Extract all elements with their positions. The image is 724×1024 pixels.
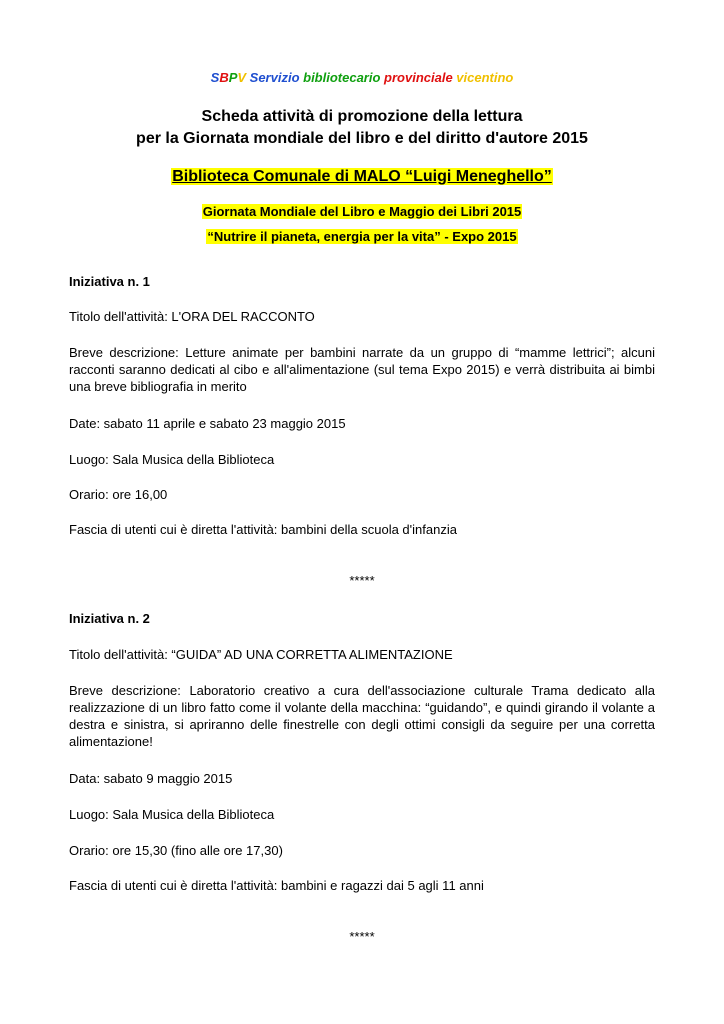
brand-word-provinciale: provinciale <box>380 70 453 85</box>
page-title <box>0 106 724 150</box>
initiative-1-heading: Iniziativa n. 1 <box>69 274 150 289</box>
initiative-2-audience: Fascia di utenti cui è diretta l'attività: bambini e ragazzi dai 5 agli 11 anni <box>69 878 484 893</box>
brand-letter-b: B <box>219 70 229 85</box>
event-subtitle-text: Giornata Mondiale del Libro e Maggio dei Libri 2015 <box>202 204 522 219</box>
theme-subtitle-text: “Nutrire il pianeta, energia per la vita” - Expo 2015 <box>207 229 517 244</box>
library-name <box>0 168 724 186</box>
initiative-2-time: Orario: ore 15,30 (fino alle ore 17,30) <box>69 843 283 858</box>
initiative-1-audience: Fascia di utenti cui è diretta l'attività: bambini della scuola d'infanzia <box>69 522 457 537</box>
brand-letter-p: P <box>228 70 238 85</box>
brand-word-servizio: Servizio <box>246 70 300 85</box>
initiative-2-date: Data: sabato 9 maggio 2015 <box>69 771 233 786</box>
initiative-1-time: Orario: ore 16,00 <box>69 487 168 502</box>
initiative-2-description: Breve descrizione: Laboratorio creativo a cura dell'associazione culturale Trama dedicato alla realizzazione di un libro fatto come il volante della macchina: “guidando”, e quindi girando il volante a destra e sinistra, si apriranno delle finestrelle con degli ottimi consigli da seguire per una corretta alimentazione! <box>69 683 655 749</box>
brand-header <box>0 70 724 85</box>
brand-word-vicentino: vicentino <box>452 70 514 85</box>
initiative-2-title: Titolo dell'attività: “GUIDA” AD UNA CORRETTA ALIMENTAZIONE <box>69 647 453 662</box>
title-line-1: Scheda attività di promozione della lettura <box>201 108 523 125</box>
initiative-1-place: Luogo: Sala Musica della Biblioteca <box>69 452 275 467</box>
brand-letter-v: V <box>237 70 247 85</box>
initiative-1-description: Breve descrizione: Letture animate per bambini narrate da un gruppo di “mamme lettrici”; alcuni racconti saranno dedicati al cibo e all'alimentazione (sul tema Expo 2015) e verrà distribuita ai bimbi una breve bibliografia in merito <box>69 345 655 394</box>
brand-word-bibliotecario: bibliotecario <box>299 70 381 85</box>
library-name-text: Biblioteca Comunale di MALO “Luigi Meneghello” <box>172 168 552 185</box>
initiative-2-heading: Iniziativa n. 2 <box>69 611 150 626</box>
initiative-1-title: Titolo dell'attività: L'ORA DEL RACCONTO <box>69 309 315 324</box>
initiative-1-date: Date: sabato 11 aprile e sabato 23 maggio 2015 <box>69 416 346 431</box>
title-line-2: per la Giornata mondiale del libro e del diritto d'autore 2015 <box>136 130 588 147</box>
event-subtitle <box>0 204 724 219</box>
brand-letter-s: S <box>210 70 220 85</box>
theme-subtitle <box>0 229 724 244</box>
section-separator-2: ***** <box>349 929 375 944</box>
initiative-2-place: Luogo: Sala Musica della Biblioteca <box>69 807 275 822</box>
section-separator-1: ***** <box>349 573 375 588</box>
